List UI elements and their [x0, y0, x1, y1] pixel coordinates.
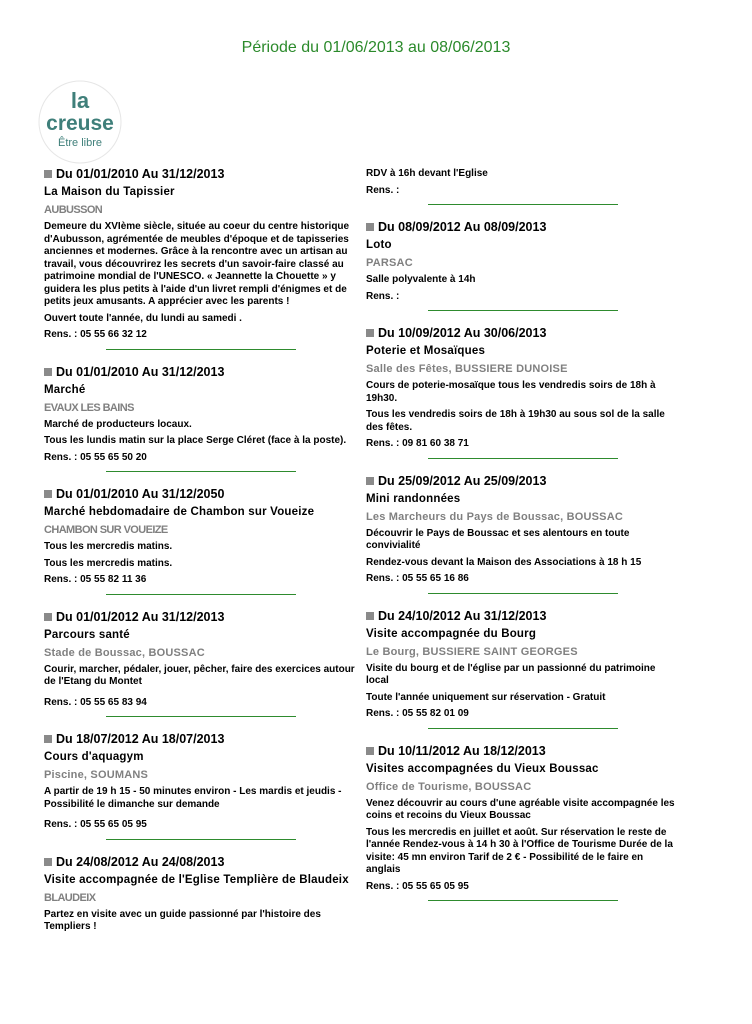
event-contact: Rens. : — [366, 184, 400, 196]
event-date — [44, 609, 356, 625]
event-item — [44, 731, 356, 840]
logo-line1: la — [70, 88, 90, 113]
event-place: BLAUDEIX — [44, 891, 96, 904]
bullet-icon — [44, 368, 52, 376]
event-info: Tous les vendredis soirs de 18h à 19h30 au sous sol de la salle des fêtes. — [366, 409, 665, 433]
event-place: Salle des Fêtes, BUSSIERE DUNOISE — [366, 363, 568, 375]
bullet-icon — [44, 613, 52, 621]
event-date-text: Du 24/08/2012 Au 24/08/2013 — [56, 854, 225, 869]
event-contact: Rens. : — [366, 290, 400, 302]
event-date — [44, 364, 356, 380]
event-description: Courir, marcher, pédaler, jouer, pêcher, faire des exercices autour de l'Etang du Montet — [44, 663, 355, 687]
event-contact: Rens. : 09 81 60 38 71 — [366, 438, 469, 449]
event-date — [366, 473, 678, 489]
bullet-icon — [44, 170, 52, 178]
event-title: Marché — [44, 383, 86, 396]
event-title: Visite accompagnée de l'Eglise Templière de Blaudeix — [44, 873, 349, 886]
event-item — [44, 364, 356, 473]
event-info: Tous les mercredis matins. — [44, 557, 173, 569]
event-contact: Rens. : 05 55 82 11 36 — [44, 574, 147, 585]
event-description: Partez en visite avec un guide passionné par l'histoire des Templiers ! — [44, 908, 321, 932]
event-description: Marché de producteurs locaux. — [44, 418, 192, 430]
bullet-icon — [366, 223, 374, 231]
event-date — [366, 608, 678, 624]
event-date — [366, 743, 678, 759]
separator — [428, 593, 618, 594]
event-description: Venez découvrir au cours d'une agréable visite accompagnée les coins et recoins du Vieux Boussac — [366, 797, 675, 821]
event-place: Office de Tourisme, BOUSSAC — [366, 780, 532, 793]
bullet-icon — [366, 612, 374, 620]
event-title: Visites accompagnées du Vieux Boussac — [366, 762, 599, 775]
event-date-text: Du 01/01/2010 Au 31/12/2050 — [56, 487, 225, 501]
event-contact: Rens. : 05 55 65 50 20 — [44, 451, 147, 463]
event-info: Toute l'année uniquement sur réservation - Gratuit — [366, 691, 606, 703]
event-contact: Rens. : 05 55 65 05 95 — [44, 819, 147, 830]
event-place: Le Bourg, BUSSIERE SAINT GEORGES — [366, 645, 578, 658]
event-info: RDV à 16h devant l'Eglise — [366, 168, 488, 179]
event-date-text: Du 24/10/2012 Au 31/12/2013 — [378, 608, 547, 623]
event-place: PARSAC — [366, 257, 413, 269]
separator — [428, 900, 618, 901]
event-contact: Rens. : 05 55 65 05 95 — [366, 880, 469, 892]
event-contact: Rens. : 05 55 66 32 12 — [44, 329, 147, 340]
event-item — [366, 743, 678, 902]
bullet-icon — [44, 490, 52, 498]
logo-line2: creuse — [46, 112, 114, 135]
bullet-icon — [366, 477, 374, 485]
event-place: EVAUX LES BAINS — [44, 401, 134, 414]
logo-graphic — [38, 80, 122, 164]
event-contact: Rens. : 05 55 65 83 94 — [44, 696, 147, 708]
event-place: Les Marcheurs du Pays de Boussac, BOUSSAC — [366, 510, 624, 523]
separator — [106, 471, 296, 472]
event-place: Stade de Boussac, BOUSSAC — [44, 646, 205, 659]
event-item — [44, 166, 356, 350]
separator — [106, 839, 296, 840]
event-description: A partir de 19 h 15 - 50 minutes environ - Les mardis et jeudis - Possibilité le dimanche sur demande — [44, 786, 342, 810]
event-title: Poterie et Mosaïques — [366, 345, 486, 357]
event-info: Tous les lundis matin sur la place Serge Cléret (face à la poste). — [44, 435, 347, 446]
event-info: Rendez-vous devant la Maison des Associations à 18 h 15 — [366, 556, 642, 568]
separator — [428, 458, 618, 459]
event-date-text: Du 10/09/2012 Au 30/06/2013 — [378, 326, 547, 340]
bullet-icon — [366, 747, 374, 755]
event-title: Cours d'aquagym — [44, 751, 144, 763]
left-column — [44, 166, 356, 934]
bullet-icon — [44, 858, 52, 866]
separator — [106, 349, 296, 350]
event-description: Demeure du XVIème siècle, située au coeur du centre historique d'Aubusson, agrémentée de meubles d'époque et de tapisseries anciennes et modernes. Grâce à la rencontre avec un artisan au travail, vous découvrirez les secrets d'un savoir-faire classé au patrimoine mondial de l'UNESCO. « Jeannette la Chouette » y guidera les plus petits à l'aide d'un livret rempli d'énigmes et de petits jeux amusants. A apprécier avec les parents ! — [44, 221, 350, 307]
event-date — [44, 486, 356, 502]
logo-line3: Être libre — [57, 137, 103, 149]
event-title: Marché hebdomadaire de Chambon sur Voueize — [44, 506, 315, 518]
event-date-text: Du 10/11/2012 Au 18/12/2013 — [378, 743, 546, 758]
event-date-text: Du 18/07/2012 Au 18/07/2013 — [56, 732, 225, 746]
event-date — [44, 166, 356, 182]
bullet-icon — [366, 329, 374, 337]
separator — [106, 716, 296, 717]
event-item — [366, 473, 678, 594]
event-description: Tous les mercredis matins. — [44, 541, 173, 552]
event-info: Tous les mercredis en juillet et août. Sur réservation le reste de l'année Rendez-vous à 14 h 30 à l'Office de Tourisme Durée de la visite: 45 mn environ Tarif de 2 € - Possibilité de le faire en anglais — [366, 826, 673, 875]
event-date-text: Du 25/09/2012 Au 25/09/2013 — [378, 473, 547, 488]
event-continuation — [366, 168, 678, 205]
event-item — [44, 486, 356, 595]
event-date-text: Du 01/01/2010 Au 31/12/2013 — [56, 167, 225, 181]
event-item — [366, 219, 678, 311]
event-item — [366, 325, 678, 459]
event-place: AUBUSSON — [44, 204, 103, 216]
event-date-text: Du 01/01/2012 Au 31/12/2013 — [56, 609, 225, 624]
event-title: Mini randonnées — [366, 492, 461, 505]
event-item — [44, 609, 356, 718]
separator — [428, 310, 618, 311]
event-place: CHAMBON SUR VOUEIZE — [44, 524, 168, 536]
event-title: La Maison du Tapissier — [44, 186, 175, 198]
event-date — [44, 854, 356, 870]
event-item — [44, 854, 356, 934]
right-column — [366, 168, 678, 901]
event-place: Piscine, SOUMANS — [44, 769, 149, 781]
event-date — [44, 731, 356, 747]
separator — [106, 594, 296, 595]
event-date — [366, 325, 678, 341]
event-description: Visite du bourg et de l'église par un passionné du patrimoine local — [366, 662, 656, 686]
separator — [428, 204, 618, 205]
event-description: Découvrir le Pays de Boussac et ses alentours en toute convivialité — [366, 527, 630, 551]
creuse-logo — [38, 80, 122, 164]
event-title: Visite accompagnée du Bourg — [366, 627, 537, 640]
period-title: Période du 01/06/2013 au 08/06/2013 — [241, 39, 511, 56]
event-title: Parcours santé — [44, 628, 130, 641]
event-date-text: Du 08/09/2012 Au 08/09/2013 — [378, 220, 547, 234]
event-title: Loto — [366, 239, 392, 251]
event-contact: Rens. : 05 55 65 16 86 — [366, 573, 469, 584]
event-date-text: Du 01/01/2010 Au 31/12/2013 — [56, 364, 225, 379]
bullet-icon — [44, 735, 52, 743]
event-item — [366, 608, 678, 729]
event-info: Ouvert toute l'année, du lundi au samedi . — [44, 312, 242, 324]
separator — [428, 728, 618, 729]
event-contact: Rens. : 05 55 82 01 09 — [366, 708, 469, 719]
event-date — [366, 219, 678, 235]
event-description: Salle polyvalente à 14h — [366, 274, 476, 285]
event-description: Cours de poterie-mosaïque tous les vendredis soirs de 18h à 19h30. — [366, 380, 656, 404]
